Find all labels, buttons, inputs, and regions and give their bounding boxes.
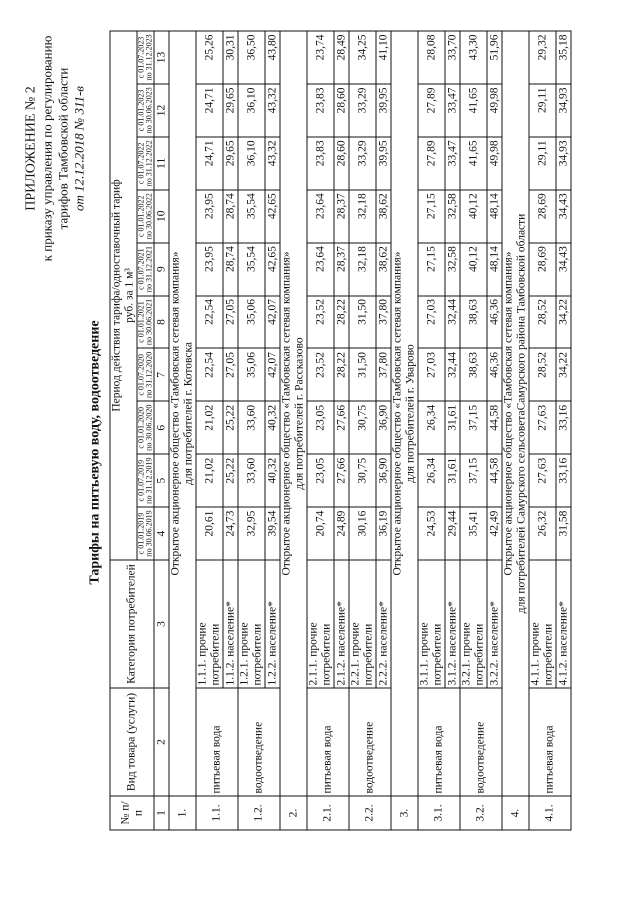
tariff-value: 27,03	[418, 296, 445, 349]
tariff-value: 26,34	[418, 401, 445, 454]
period-cell	[137, 507, 154, 560]
period-from: с 01.07.2019	[136, 459, 146, 502]
tariff-value: 33,16	[556, 454, 571, 507]
tariff-value: 26,34	[418, 454, 445, 507]
tariff-value: 28,52	[529, 348, 556, 401]
consumer-area: для потребителей г. Рассказово	[293, 337, 306, 490]
tariff-value: 27,15	[418, 190, 445, 243]
tariff-value: 36,50	[238, 31, 265, 84]
tariff-value: 23,64	[307, 190, 334, 243]
tariff-value: 23,05	[307, 454, 334, 507]
period-cell	[137, 243, 154, 296]
table-row	[418, 31, 445, 830]
order-line-1: к приказу управления по регулированию	[39, 35, 55, 262]
unit-label: руб. за 1 м³	[123, 268, 136, 323]
tariff-value: 44,58	[487, 401, 502, 454]
tariff-value: 27,63	[529, 401, 556, 454]
tariff-value: 28,69	[529, 190, 556, 243]
tariff-value: 25,26	[196, 31, 223, 84]
tariff-value: 34,22	[556, 296, 571, 349]
col-product-header: Вид товара (услуги)	[110, 688, 154, 796]
table-row	[238, 31, 265, 830]
tariff-value: 49,98	[487, 84, 502, 137]
section-row	[502, 31, 529, 830]
tariff-value: 29,11	[529, 137, 556, 190]
tariff-value: 40,32	[265, 454, 280, 507]
tariff-value: 35,54	[238, 190, 265, 243]
period-from: с 01.01.2023	[136, 89, 146, 132]
consumer-category: 1.1.1. прочие потребители	[196, 560, 223, 688]
period-cell	[137, 454, 154, 507]
column-index-row	[154, 31, 169, 830]
tariff-value: 42,49	[487, 507, 502, 560]
tariff-value: 23,83	[307, 84, 334, 137]
tariff-value: 34,93	[556, 84, 571, 137]
tariff-value: 22,54	[196, 296, 223, 349]
consumer-category: 4.1.1. прочие потребители	[529, 560, 556, 688]
tariff-value: 48,14	[487, 190, 502, 243]
column-index: 6	[154, 401, 169, 454]
period-to: по 30.06.2019	[144, 510, 154, 557]
tariff-value: 32,58	[445, 190, 460, 243]
order-line-3: от 12.12.2018 № 311-в	[71, 86, 87, 211]
consumer-category: 1.2.1. прочие потребители	[238, 560, 265, 688]
tariff-value: 31,50	[349, 296, 376, 349]
tariff-value: 20,61	[196, 507, 223, 560]
tariff-value: 28,60	[334, 137, 349, 190]
tariff-value: 31,50	[349, 348, 376, 401]
consumer-category: 1.1.2. население*	[223, 560, 238, 688]
tariff-value: 41,10	[376, 31, 391, 84]
section-row	[391, 31, 418, 830]
group-number: 2.2.	[349, 796, 391, 830]
consumer-category: 3.1.1. прочие потребители	[418, 560, 445, 688]
tariff-value: 31,61	[445, 454, 460, 507]
tariff-value: 28,60	[334, 84, 349, 137]
column-index: 8	[154, 296, 169, 349]
tariff-value: 24,71	[196, 137, 223, 190]
period-cell	[137, 31, 154, 84]
tariff-value: 24,73	[223, 507, 238, 560]
tariff-value: 29,11	[529, 84, 556, 137]
period-from: с 01.07.2022	[136, 142, 146, 185]
tariff-value: 32,95	[238, 507, 265, 560]
tariff-value: 36,10	[238, 137, 265, 190]
header-row	[110, 31, 137, 830]
tariff-value: 36,10	[238, 84, 265, 137]
tariff-value: 42,65	[265, 243, 280, 296]
section-number: 3.	[391, 796, 418, 830]
column-index: 2	[154, 688, 169, 796]
period-from: с 01.07.2023	[136, 36, 146, 79]
tariff-value: 32,18	[349, 190, 376, 243]
organization-name: Открытое акционерное общество «Тамбовская сетевая компания»	[280, 251, 293, 576]
table-row	[529, 31, 556, 830]
tariff-value: 43,30	[460, 31, 487, 84]
period-to: по 30.06.2020	[144, 404, 154, 451]
tariff-value: 21,02	[196, 454, 223, 507]
tariff-value: 34,25	[349, 31, 376, 84]
period-cell	[137, 137, 154, 190]
period-to: по 31.12.2020	[144, 351, 154, 399]
period-cell	[137, 348, 154, 401]
consumer-area: для потребителей Самурского сельсоветаСамурского района Тамбовской области	[515, 213, 528, 614]
tariff-value: 38,62	[376, 243, 391, 296]
tariff-value: 42,07	[265, 296, 280, 349]
section-number: 2.	[280, 796, 307, 830]
tariff-value: 46,36	[487, 348, 502, 401]
group-number: 1.1.	[196, 796, 238, 830]
tariff-value: 23,05	[307, 401, 334, 454]
consumer-category: 2.1.2. население*	[334, 560, 349, 688]
tariff-value: 40,12	[460, 243, 487, 296]
tariff-value: 30,31	[223, 31, 238, 84]
tariff-value: 31,61	[445, 401, 460, 454]
tariff-value: 43,32	[265, 137, 280, 190]
organization-name: Открытое акционерное общество «Тамбовская сетевая компания»	[391, 251, 404, 576]
section-number: 1.	[169, 796, 196, 830]
tariff-value: 23,95	[196, 243, 223, 296]
tariff-value: 29,65	[223, 84, 238, 137]
tariff-value: 27,89	[418, 84, 445, 137]
tariff-value: 37,80	[376, 296, 391, 349]
tariff-value: 40,32	[265, 401, 280, 454]
product-type: питьевая вода	[529, 688, 571, 796]
column-index: 7	[154, 348, 169, 401]
tariff-value: 42,65	[265, 190, 280, 243]
tariff-value: 33,60	[238, 454, 265, 507]
tariff-value: 29,44	[445, 507, 460, 560]
tariff-value: 28,08	[418, 31, 445, 84]
tariff-value: 49,98	[487, 137, 502, 190]
consumer-area: для потребителей г. Уварово	[404, 344, 417, 483]
tariff-value: 38,63	[460, 348, 487, 401]
tariff-value: 23,83	[307, 137, 334, 190]
tariff-value: 37,80	[376, 348, 391, 401]
tariff-value: 36,19	[376, 507, 391, 560]
tariff-value: 29,32	[529, 31, 556, 84]
product-type: водоотведение	[460, 688, 502, 796]
organization-name: Открытое акционерное общество «Тамбовская сетевая компания»	[502, 251, 515, 576]
tariff-value: 28,37	[334, 243, 349, 296]
tariff-value: 33,47	[445, 137, 460, 190]
tariff-value: 41,65	[460, 84, 487, 137]
period-to: по 31.12.2023	[144, 34, 154, 81]
table-row	[307, 31, 334, 830]
tariff-value: 30,16	[349, 507, 376, 560]
consumer-category: 1.2.2. население*	[265, 560, 280, 688]
tariff-value: 33,29	[349, 137, 376, 190]
organization-cell	[502, 31, 529, 796]
column-index: 1	[154, 796, 169, 830]
column-index: 5	[154, 454, 169, 507]
period-to: по 31.12.2022	[144, 140, 154, 187]
tariff-value: 23,52	[307, 348, 334, 401]
tariff-value: 31,58	[556, 507, 571, 560]
tariff-value: 42,07	[265, 348, 280, 401]
consumer-area: для потребителей г. Котовска	[182, 342, 195, 486]
tariff-value: 35,06	[238, 348, 265, 401]
tariff-value: 34,43	[556, 243, 571, 296]
tariff-value: 43,80	[265, 31, 280, 84]
tariff-table	[110, 31, 572, 831]
tariff-value: 28,74	[223, 243, 238, 296]
period-to: по 30.06.2021	[144, 298, 154, 346]
tariff-value: 40,12	[460, 190, 487, 243]
tariff-value: 43,32	[265, 84, 280, 137]
tariff-value: 23,74	[307, 31, 334, 84]
tariff-value: 35,06	[238, 296, 265, 349]
group-number: 3.2.	[460, 796, 502, 830]
period-cell	[137, 190, 154, 243]
tariff-value: 36,90	[376, 401, 391, 454]
organization-cell	[169, 31, 196, 796]
column-index: 9	[154, 243, 169, 296]
section-row	[169, 31, 196, 830]
column-index: 11	[154, 137, 169, 190]
product-type: водоотведение	[238, 688, 280, 796]
period-to: по 30.06.2022	[144, 193, 154, 240]
tariff-value: 24,89	[334, 507, 349, 560]
tariff-value: 27,63	[529, 454, 556, 507]
tariff-value: 30,75	[349, 401, 376, 454]
order-line-2: тарифов Тамбовской области	[55, 67, 71, 230]
period-from: с 01.07.2021	[136, 248, 146, 290]
tariff-value: 27,66	[334, 454, 349, 507]
tariff-value: 21,02	[196, 401, 223, 454]
tariff-value: 27,15	[418, 243, 445, 296]
period-to: по 30.06.2023	[144, 87, 154, 134]
tariff-value: 28,49	[334, 31, 349, 84]
period-cell	[137, 84, 154, 137]
tariff-value: 28,69	[529, 243, 556, 296]
tariff-value: 27,03	[418, 348, 445, 401]
table-row	[349, 31, 376, 830]
document-page	[18, 13, 623, 893]
consumer-category: 4.1.2. население*	[556, 560, 571, 688]
tariff-value: 23,64	[307, 243, 334, 296]
product-type: питьевая вода	[418, 688, 460, 796]
consumer-category: 3.1.2. население*	[445, 560, 460, 688]
tariff-value: 23,95	[196, 190, 223, 243]
period-from: с 01.01.2022	[136, 195, 146, 237]
organization-cell	[280, 31, 307, 796]
period-to: по 31.12.2021	[144, 245, 154, 293]
table-row	[196, 31, 223, 830]
tariff-value: 33,47	[445, 84, 460, 137]
tariff-value: 33,70	[445, 31, 460, 84]
tariff-value: 29,65	[223, 137, 238, 190]
product-type: питьевая вода	[196, 688, 238, 796]
group-number: 4.1.	[529, 796, 571, 830]
tariff-value: 25,22	[223, 454, 238, 507]
tariff-value: 32,44	[445, 348, 460, 401]
group-number: 2.1.	[307, 796, 349, 830]
tariff-value: 27,05	[223, 296, 238, 349]
tariff-value: 39,95	[376, 137, 391, 190]
tariff-value: 51,96	[487, 31, 502, 84]
period-header	[110, 31, 137, 560]
tariff-value: 28,22	[334, 296, 349, 349]
tariff-value: 39,95	[376, 84, 391, 137]
tariff-value: 48,14	[487, 243, 502, 296]
period-cell	[137, 296, 154, 349]
tariff-value: 22,54	[196, 348, 223, 401]
organization-cell	[391, 31, 418, 796]
tariff-value: 30,75	[349, 454, 376, 507]
tariff-value: 39,54	[265, 507, 280, 560]
tariff-value: 26,32	[529, 507, 556, 560]
tariff-value: 28,37	[334, 190, 349, 243]
tariff-value: 46,36	[487, 296, 502, 349]
tariff-value: 24,71	[196, 84, 223, 137]
period-header-label: Период действия тарифа/одноставочный тариф	[110, 179, 123, 412]
product-type: питьевая вода	[307, 688, 349, 796]
period-cell	[137, 401, 154, 454]
period-from: с 01.01.2019	[136, 512, 146, 555]
tariff-value: 32,58	[445, 243, 460, 296]
organization-name: Открытое акционерное общество «Тамбовская сетевая компания»	[169, 251, 182, 576]
column-index: 3	[154, 560, 169, 688]
tariff-value: 25,22	[223, 401, 238, 454]
group-number: 1.2.	[238, 796, 280, 830]
tariff-value: 27,89	[418, 137, 445, 190]
tariff-value: 36,90	[376, 454, 391, 507]
product-type: водоотведение	[349, 688, 391, 796]
tariff-value: 28,22	[334, 348, 349, 401]
consumer-category: 2.2.1. прочие потребители	[349, 560, 376, 688]
tariff-value: 27,05	[223, 348, 238, 401]
tariff-value: 27,66	[334, 401, 349, 454]
tariff-value: 37,15	[460, 401, 487, 454]
appendix-label: ПРИЛОЖЕНИЕ № 2	[23, 86, 39, 211]
period-to: по 31.12.2019	[144, 457, 154, 504]
tariff-value: 35,41	[460, 507, 487, 560]
consumer-category: 2.2.2. население*	[376, 560, 391, 688]
col-num-header: № п/п	[110, 796, 154, 830]
col-category-header: Категория потребителей	[110, 560, 154, 688]
table-row	[460, 31, 487, 830]
tariff-value: 35,54	[238, 243, 265, 296]
tariff-value: 34,43	[556, 190, 571, 243]
tariff-value: 41,65	[460, 137, 487, 190]
tariff-value: 33,16	[556, 401, 571, 454]
tariff-value: 32,18	[349, 243, 376, 296]
tariff-value: 37,15	[460, 454, 487, 507]
tariff-value: 33,29	[349, 84, 376, 137]
column-index: 10	[154, 190, 169, 243]
tariff-value: 35,18	[556, 31, 571, 84]
tariff-value: 38,62	[376, 190, 391, 243]
tariff-value: 28,74	[223, 190, 238, 243]
tariff-value: 44,58	[487, 454, 502, 507]
consumer-category: 2.1.1. прочие потребители	[307, 560, 334, 688]
tariff-value: 38,63	[460, 296, 487, 349]
tariff-value: 20,74	[307, 507, 334, 560]
tariff-value: 33,60	[238, 401, 265, 454]
consumer-category: 3.2.2. население*	[487, 560, 502, 688]
page-title: Тарифы на питьевую воду, водоотведение	[87, 320, 103, 585]
document-header	[24, 19, 88, 279]
consumer-category: 3.2.1. прочие потребители	[460, 560, 487, 688]
tariff-value: 34,22	[556, 348, 571, 401]
tariff-value: 28,52	[529, 296, 556, 349]
period-from: с 01.07.2020	[136, 354, 146, 396]
tariff-value: 34,93	[556, 137, 571, 190]
tariff-value: 23,52	[307, 296, 334, 349]
column-index: 4	[154, 507, 169, 560]
period-from: с 01.01.2021	[136, 301, 146, 343]
column-index: 12	[154, 84, 169, 137]
tariff-value: 24,53	[418, 507, 445, 560]
section-number: 4.	[502, 796, 529, 830]
period-from: с 01.01.2020	[136, 407, 146, 449]
tariff-value: 32,44	[445, 296, 460, 349]
group-number: 3.1.	[418, 796, 460, 830]
column-index: 13	[154, 31, 169, 84]
section-row	[280, 31, 307, 830]
